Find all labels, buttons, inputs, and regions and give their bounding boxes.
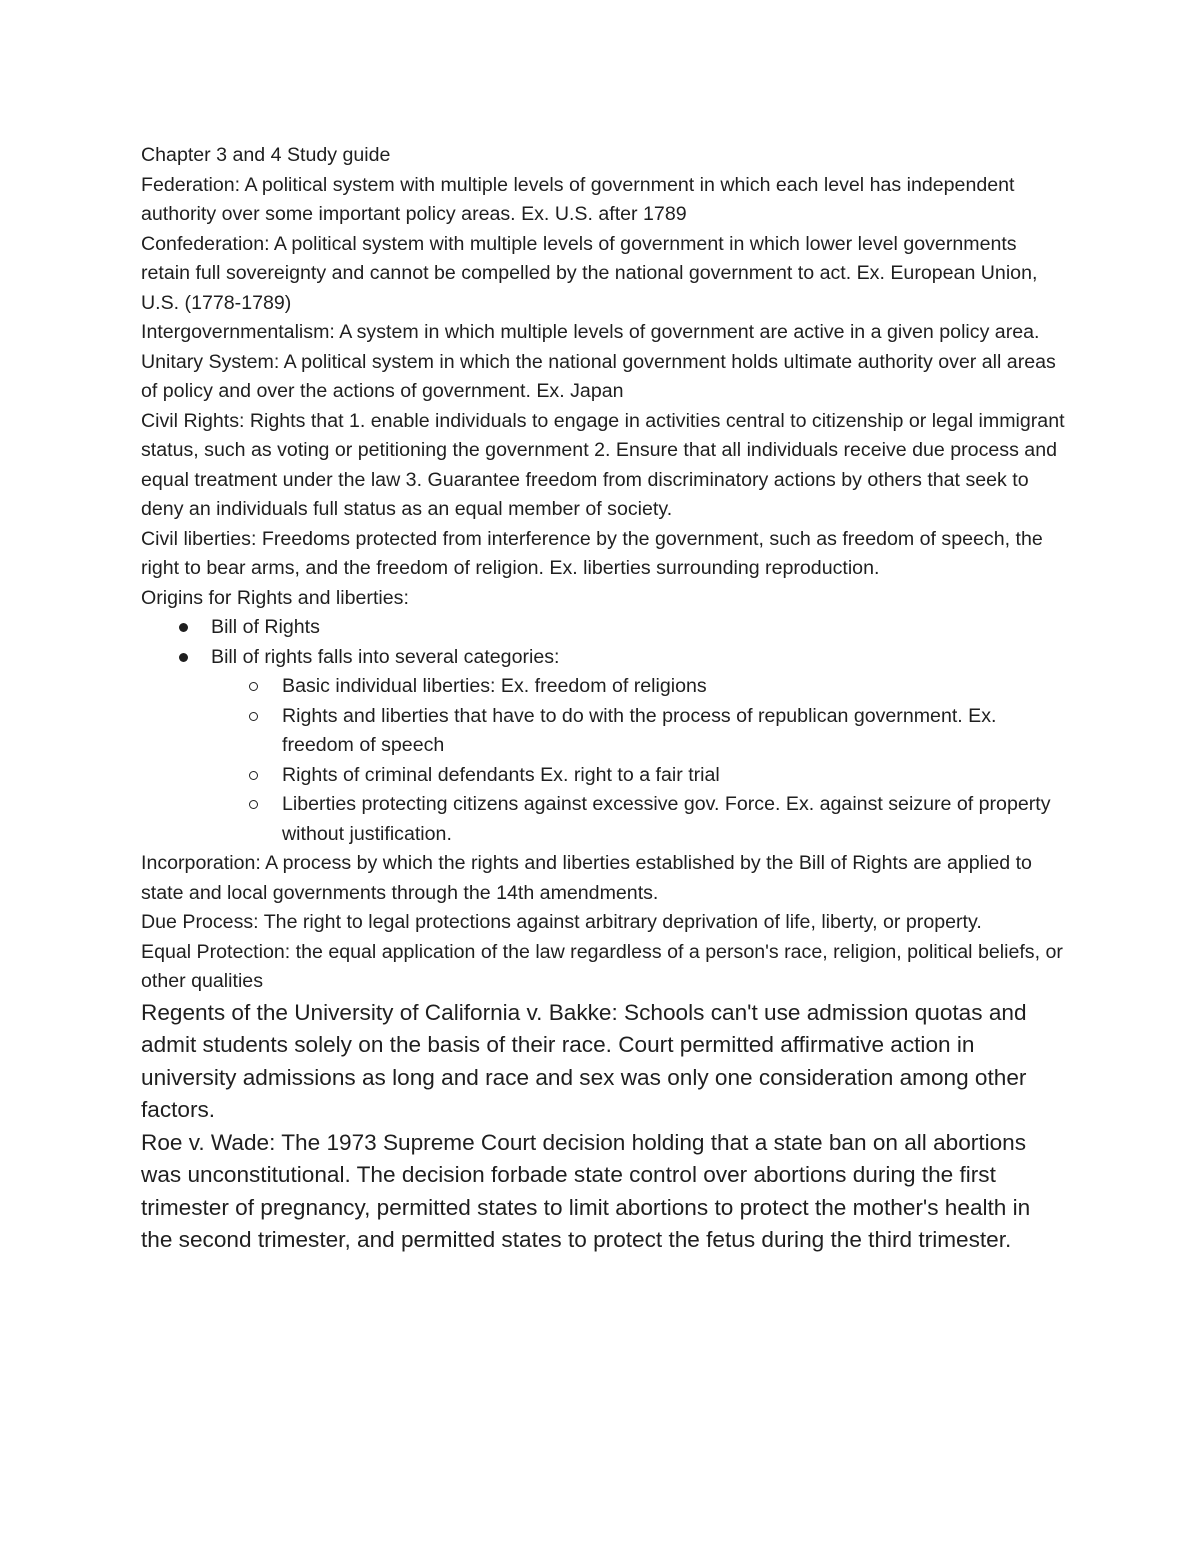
categories-sublist — [141, 672, 1066, 849]
sublist-item-text: Basic individual liberties: Ex. freedom of religions — [282, 675, 707, 697]
sublist-item-text: Rights of criminal defendants Ex. right to a fair trial — [282, 763, 720, 786]
origins-list — [141, 613, 1066, 672]
case-bakke: Regents of the University of California v. Bakke: Schools can't use admission quotas and admit students solely on the basis of their race. Court permitted affirmative action in university admissions as long and race and sex was only one consideration among other factors. — [141, 999, 1027, 1122]
sublist-item — [141, 761, 1066, 791]
hollow-bullet-icon — [249, 800, 258, 809]
list-item — [141, 643, 1066, 673]
definition-due-process: Due Process: The right to legal protections against arbitrary deprivation of life, liberty, or property. — [141, 911, 982, 933]
list-item-text: Bill of Rights — [211, 616, 320, 638]
list-item-text: Bill of rights falls into several categories: — [211, 645, 560, 668]
definition-civil-rights: Civil Rights: Rights that 1. enable individuals to engage in activities central to citizenship or legal immigrant status, such as voting or petitioning the government 2. Ensure that all individuals receive due process and equal treatment under the law 3. Guarantee freedom from discriminatory actions by others that seek to deny an individuals full status as an equal member of society. — [141, 409, 1065, 520]
document-page — [141, 141, 1066, 1257]
definition-incorporation: Incorporation: A process by which the rights and liberties established by the Bill of Rights are applied to state and local governments through the 14th amendments. — [141, 852, 1032, 904]
hollow-bullet-icon — [249, 771, 258, 780]
definition-civil-liberties: Civil liberties: Freedoms protected from interference by the government, such as freedom of speech, the right to bear arms, and the freedom of religion. Ex. liberties surrounding reproduction. — [141, 527, 1043, 579]
filled-bullet-icon — [179, 623, 188, 632]
sublist-item — [141, 702, 1066, 761]
definition-confederation: Confederation: A political system with multiple levels of government in which lower level governments retain full sovereignty and cannot be compelled by the national government to act. Ex. European Union, U.S. (1778-1789) — [141, 232, 1038, 314]
origins-heading: Origins for Rights and liberties: — [141, 586, 409, 609]
sublist-item — [141, 672, 1066, 702]
sublist-item — [141, 790, 1066, 849]
hollow-bullet-icon — [249, 682, 258, 691]
definition-intergovernmentalism: Intergovernmentalism: A system in which multiple levels of government are active in a given policy area. — [141, 321, 1040, 343]
definition-unitary-system: Unitary System: A political system in which the national government holds ultimate authority over all areas of policy and over the actions of government. Ex. Japan — [141, 350, 1056, 402]
sublist-item-text: Rights and liberties that have to do with the process of republican government. Ex. freedom of speech — [282, 704, 997, 756]
definition-federation: Federation: A political system with multiple levels of government in which each level has independent authority over some important policy areas. Ex. U.S. after 1789 — [141, 173, 1015, 225]
definition-equal-protection: Equal Protection: the equal application of the law regardless of a person's race, religion, political beliefs, or other qualities — [141, 940, 1063, 992]
filled-bullet-icon — [179, 653, 188, 662]
sublist-item-text: Liberties protecting citizens against excessive gov. Force. Ex. against seizure of property without justification. — [282, 793, 1051, 845]
hollow-bullet-icon — [249, 712, 258, 721]
document-title: Chapter 3 and 4 Study guide — [141, 144, 391, 166]
case-roe-v-wade: Roe v. Wade: The 1973 Supreme Court decision holding that a state ban on all abortions was unconstitutional. The decision forbade state control over abortions during the first trimester of pregnancy, permitted states to limit abortions to protect the mother's health in the second trimester, and permitted states to protect the fetus during the third trimester. — [141, 1129, 1031, 1252]
list-item — [141, 613, 1066, 643]
